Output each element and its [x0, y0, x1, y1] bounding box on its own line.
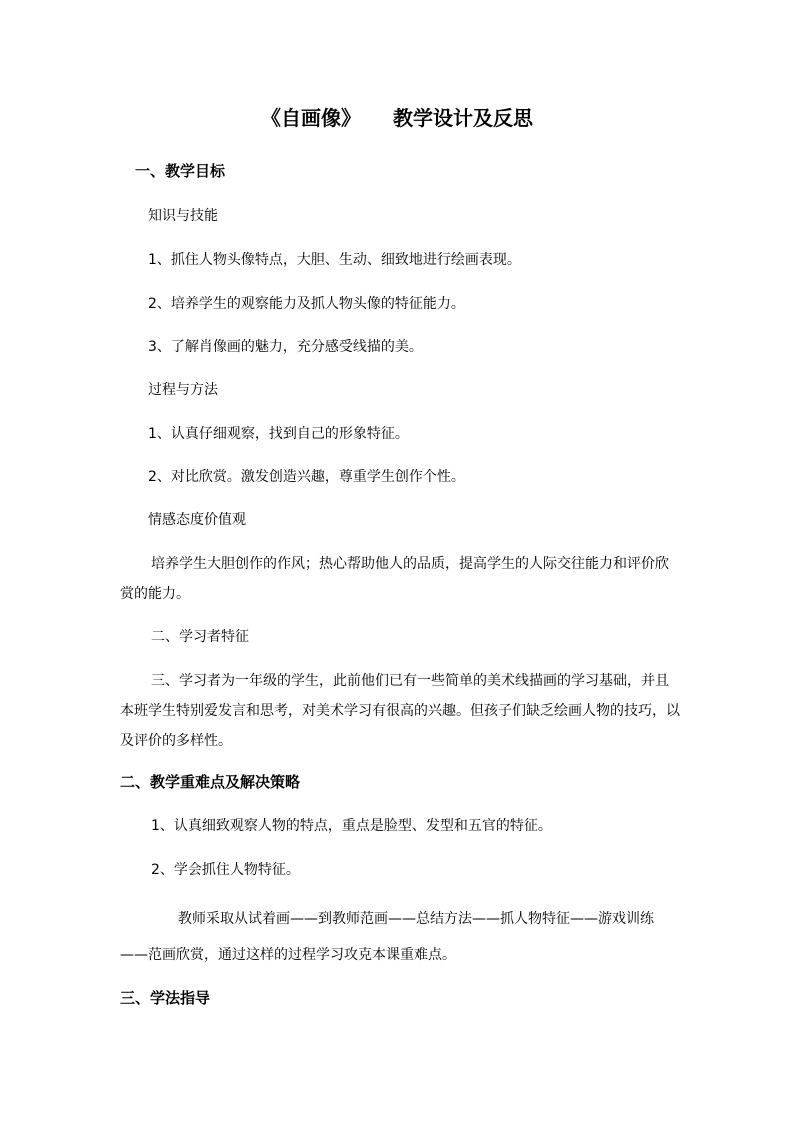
document-title [0, 106, 794, 130]
knowledge-item-3: 3、了解肖像画的魅力，充分感受线描的美。 [148, 339, 423, 355]
title-work: 《自画像》 [261, 106, 361, 130]
process-item-2: 2、对比欣赏。激发创造兴趣，尊重学生创作个性。 [148, 469, 465, 485]
knowledge-item-2: 2、培养学生的观察能力及抓人物头像的特征能力。 [148, 296, 465, 312]
process-item-1: 1、认真仔细观察，找到自己的形象特征。 [148, 426, 409, 442]
strategy-line-1: 教师采取从试着画——到教师范画——总结方法——抓人物特征——游戏训练 [178, 911, 654, 927]
section-heading-key-difficulties: 二、教学重难点及解决策略 [120, 773, 301, 791]
strategy-line-2: ——范画欣赏，通过这样的过程学习攻克本课重难点。 [120, 947, 456, 963]
learner-line-1: 三、学习者为一年级的学生，此前他们已有一些简单的美术线描画的学习基础，并且 [151, 673, 669, 689]
subheading-process-methods: 过程与方法 [148, 382, 218, 398]
learner-heading: 二、学习者特征 [151, 629, 249, 645]
section-heading-teaching-goals: 一、教学目标 [135, 162, 226, 180]
section-heading-learning-guidance: 三、学法指导 [120, 989, 211, 1007]
learner-line-2: 本班学生特别爱发言和思考，对美术学习有很高的兴趣。但孩子们缺乏绘画人物的技巧，以 [120, 703, 680, 719]
knowledge-item-1: 1、抓住人物头像特点，大胆、生动、细致地进行绘画表现。 [148, 252, 521, 268]
title-rest: 教学设计及反思 [393, 106, 533, 130]
difficulty-item-1: 1、认真细致观察人物的特点，重点是脸型、发型和五官的特征。 [151, 818, 552, 834]
learner-line-3: 及评价的多样性。 [120, 733, 232, 749]
emotion-line-1: 培养学生大胆创作的作风；热心帮助他人的品质，提高学生的人际交往能力和评价欣 [151, 556, 669, 572]
emotion-line-2: 赏的能力。 [120, 586, 190, 602]
subheading-emotion-values: 情感态度价值观 [148, 512, 246, 528]
subheading-knowledge-skills: 知识与技能 [148, 208, 218, 224]
difficulty-item-2: 2、学会抓住人物特征。 [151, 862, 300, 878]
